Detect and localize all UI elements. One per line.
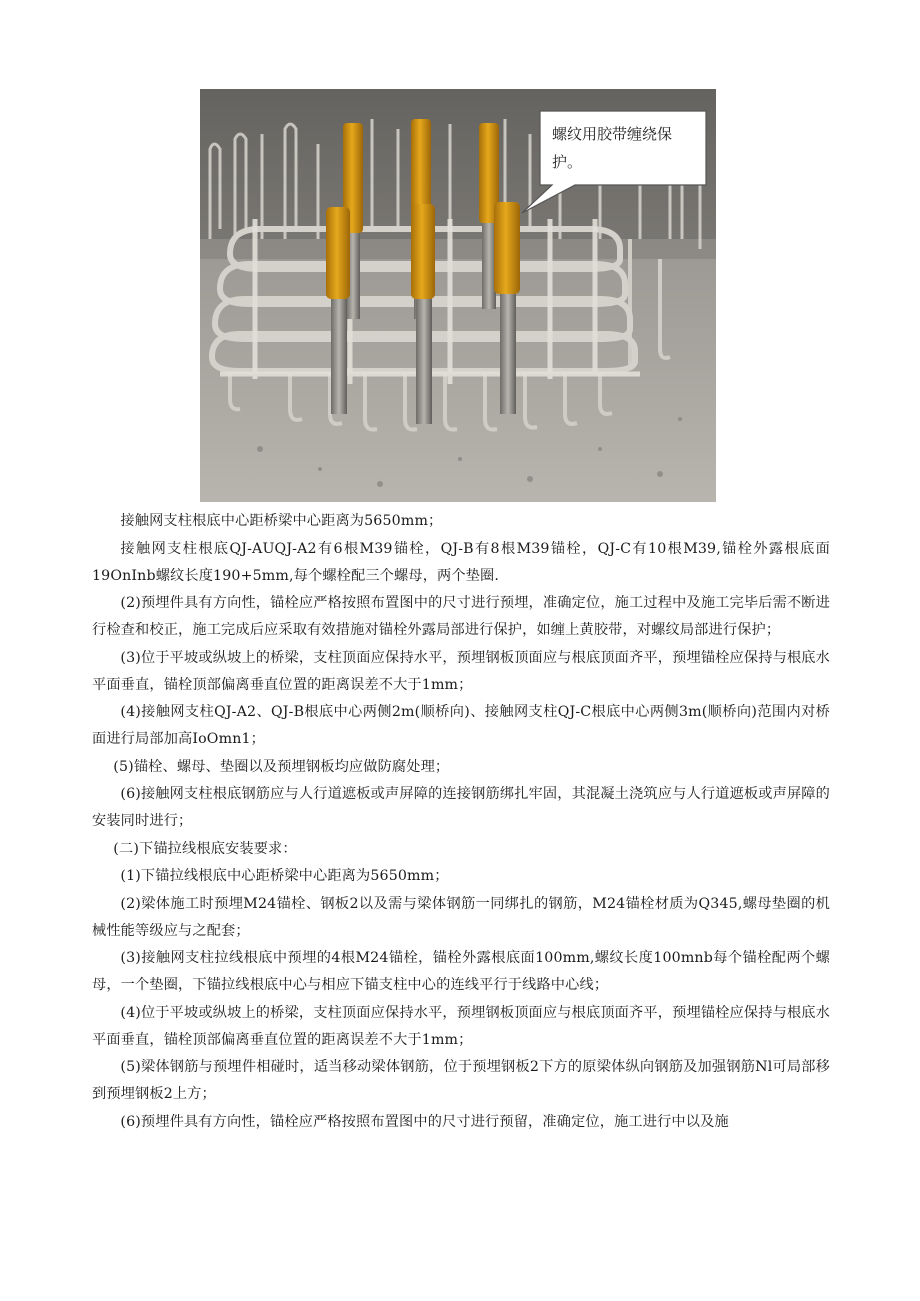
paragraph: (4)接触网支柱QJ-A2、QJ-B根底中心两侧2m(顺桥向)、接触网支柱QJ-C根底中心两侧3m(顺桥向)范围内对桥面进行局部加高IoOmn1； [92,704,830,747]
paragraph: (6)接触网支柱根底钢筋应与人行道遮板或声屏障的连接钢筋绑扎牢固，其混凝土浇筑应与人行道遮板或声屏障的安装同时进行； [92,786,830,829]
paragraph: 接触网支柱根底QJ-AUQJ-A2有6根M39锚栓，QJ-B有8根M39锚栓，QJ-C有10根M39,锚栓外露根底面19OnInb螺纹长度190+5mm,每个螺栓配三个螺母，两个垫圈. [92,540,830,584]
paragraph: (5)锚栓、螺母、垫圈以及预埋钢板均应做防腐处理； [113,758,450,775]
body-text [92,508,830,1136]
paragraph: (2)梁体施工时预埋M24锚栓、钢板2以及需与梁体钢筋一同绑扎的钢筋，M24锚栓材质为Q345,螺母垫圈的机械性能等级应与之配套； [92,895,830,939]
anchor-bolt-photo [200,89,716,502]
anchor-bolt-illustration [200,89,716,502]
section-heading: (二)下锚拉线根底安装要求： [113,840,297,857]
paragraph: (3)接触网支柱拉线根底中预埋的4根M24锚栓，锚栓外露根底面100mm,螺纹长度100mnb每个锚栓配两个螺母，一个垫圈，下锚拉线根底中心与相应下锚支柱中心的连线平行于线路中心线； [92,950,830,993]
paragraph: (5)梁体钢筋与预埋件相碰时，适当移动梁体钢筋，位于预埋钢板2下方的原梁体纵向钢筋及加强钢筋Nl可局部移到预埋钢板2上方； [92,1059,830,1102]
callout-line-2: 护。 [552,153,583,171]
paragraph: (1)下锚拉线根底中心距桥梁中心距离为5650mm； [120,868,449,884]
paragraph: 接触网支柱根底中心距桥梁中心距离为5650mm； [120,513,443,529]
callout-line-1: 螺纹用胶带缠绕保 [552,125,673,143]
paragraph: (2)预埋件具有方向性，锚栓应严格按照布置图中的尺寸进行预埋，准确定位，施工过程中及施工完毕后需不断进行检查和校正，施工完成后应采取有效措施对锚栓外露局部进行保护，如缠上黄胶带，对螺纹局部进行保护； [92,595,830,638]
paragraph: (6)预埋件具有方向性，锚栓应严格按照布置图中的尺寸进行预留，准确定位，施工进行中以及施 [120,1113,729,1130]
paragraph: (3)位于平坡或纵坡上的桥梁，支柱顶面应保持水平，预埋钢板顶面应与根底顶面齐平，预埋锚栓应保持与根底水平面垂直，锚栓顶部偏离垂直位置的距离误差不大于1mm； [92,649,830,693]
paragraph: (4)位于平坡或纵坡上的桥梁，支柱顶面应保持水平，预埋钢板顶面应与根底顶面齐平，预埋锚栓应保持与根底水平面垂直，锚栓顶部偏离垂直位置的距离误差不大于1mm； [92,1004,830,1048]
